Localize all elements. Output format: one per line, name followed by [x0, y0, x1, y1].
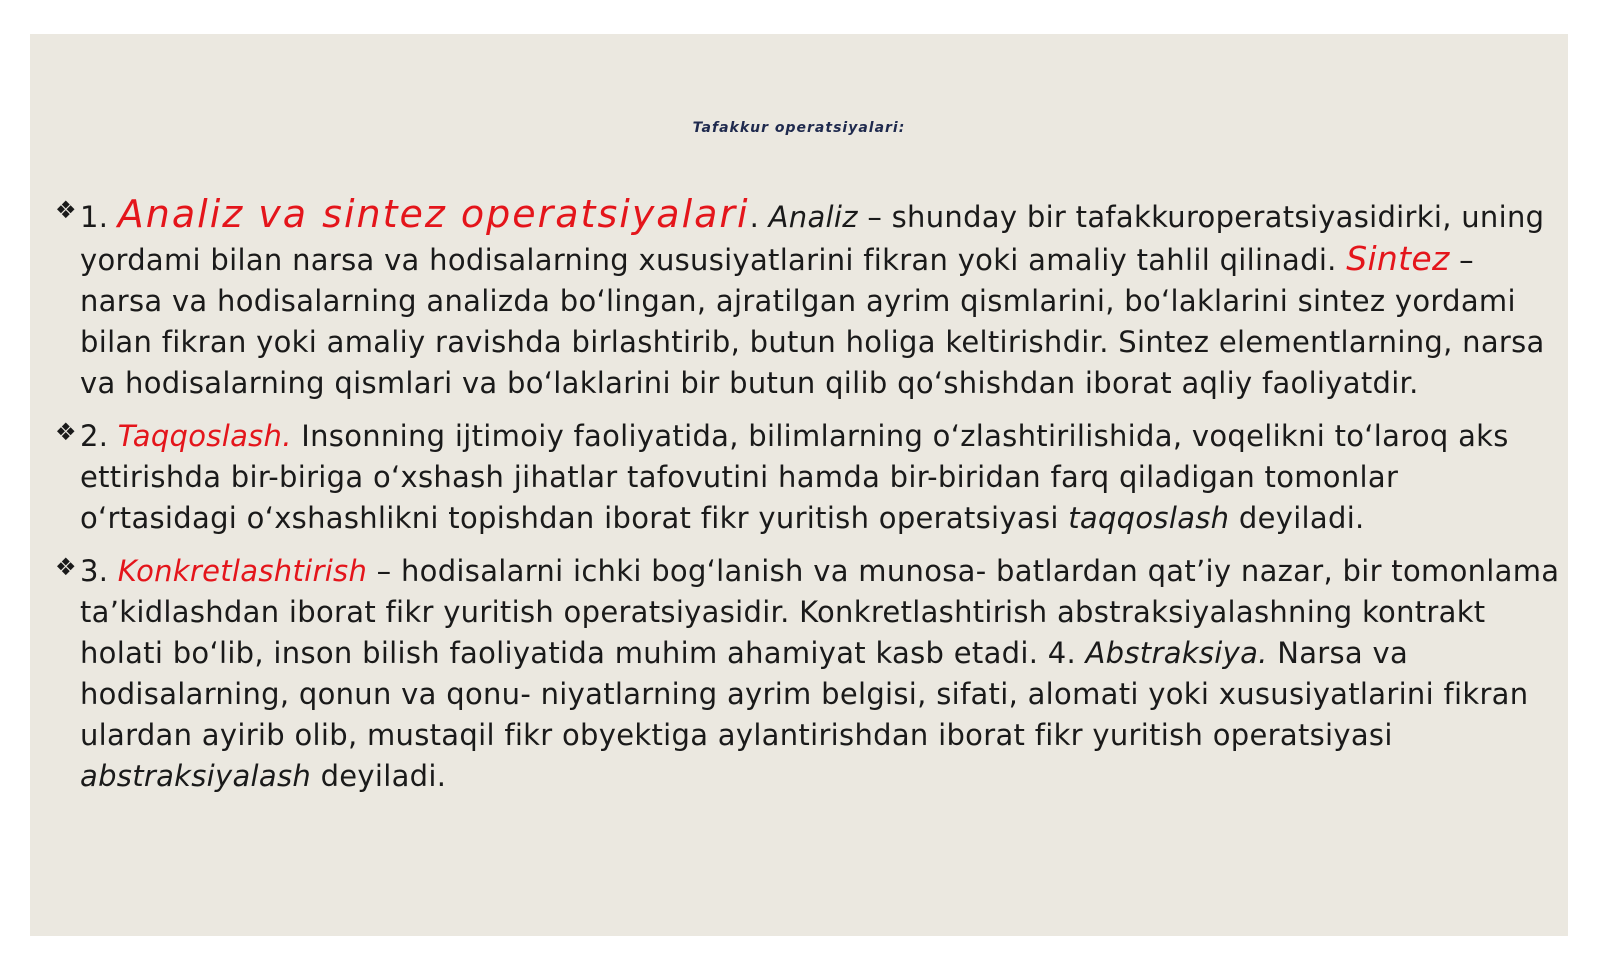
slide — [30, 34, 1568, 936]
bullet-heading: Analiz va sintez operatsiyalari — [117, 192, 750, 236]
term-abstraksiyalash: abstraksiyalash — [80, 759, 312, 793]
term-sintez: Sintez — [1346, 239, 1450, 278]
bullet-list — [55, 194, 1560, 809]
bullet-text: deyiladi. — [1229, 501, 1365, 535]
bullet-analiz-sintez — [55, 194, 1560, 404]
bullet-text: – narsa va hodisalarning analizda bo‘lingan, ajratilgan ayrim qismlarini, bo‘laklarini sintez yordami bilan fikran yoki amaliy ravishda birlashtirib, butun holiga keltirishdir. Sintez elementlarning, narsa va hodisalarning qismlari va bo‘laklarini bir butun qilib qo‘shishdan iborat aqliy faoliyatdir. — [80, 243, 1545, 400]
bullet-text: Insonning ijtimoiy faoliyatida, bilimlarning o‘zlashtirilishida, voqelikni to‘laroq aks ettirishda bir-biriga o‘xshash jihatlar tafovutini hamda bir-biridan farq qiladigan tomonlar o‘rtasidagi o‘xshashlikni topishdan iborat fikr yuritish operatsiyasi — [80, 419, 1509, 535]
bullet-text: – shunday bir tafakkuroperatsiyasidirki, uning yordami bilan narsa va hodisalarning xususiyatlarini fikran yoki amaliy tahlil qilinadi. — [80, 200, 1545, 277]
bullet-text: . — [749, 200, 769, 234]
bullet-taqqoslash — [55, 416, 1560, 539]
diamond-bullet-icon: ❖ — [55, 418, 77, 446]
diamond-bullet-icon: ❖ — [55, 196, 77, 224]
bullet-number: 1. — [80, 200, 118, 234]
bullet-text: Narsa va hodisalarning, qonun va qonu- niyatlarning ayrim belgisi, sifati, alomati yoki xususiyatlarini fikran ulardan ayirib olib, mustaqil fikr obyektiga aylantirishdan iborat fikr yuritish operatsiyasi — [80, 636, 1529, 752]
bullet-heading: Konkretlashtirish — [117, 554, 368, 588]
bullet-heading: Taqqoslash. — [117, 419, 292, 453]
bullet-number: 3. — [80, 554, 118, 588]
diamond-bullet-icon: ❖ — [55, 553, 77, 581]
term-abstraksiya: Abstraksiya. — [1085, 636, 1268, 670]
bullet-text: – hodisalarni ichki bog‘lanish va munosa- batlardan qat’iy nazar, bir tomonlama ta’kidlashdan iborat fikr yuritish operatsiyasidir. Konkretlashtirish abstraksiyalashning kontrakt holati bo‘lib, inson bilish faoliyatida muhim ahamiyat kasb etadi. 4. — [80, 554, 1560, 670]
bullet-text: deyiladi. — [311, 759, 447, 793]
term-analiz: Analiz — [768, 200, 858, 234]
bullet-konkretlashtirish — [55, 551, 1560, 797]
bullet-number: 2. — [80, 419, 118, 453]
slide-title: Tafakkur operatsiyalari: — [692, 120, 906, 136]
term-taqqoslash: taqqoslash — [1068, 501, 1230, 535]
